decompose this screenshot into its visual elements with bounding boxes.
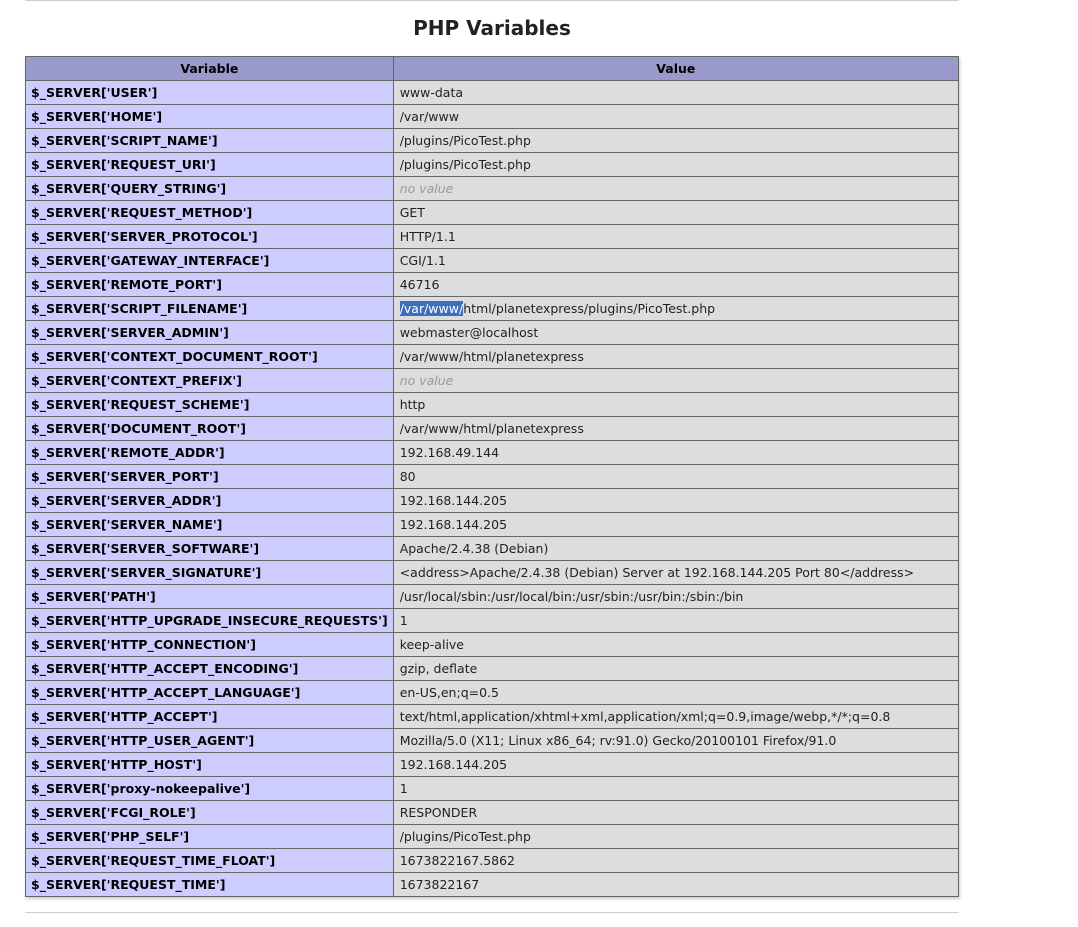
variable-name: $_SERVER['HTTP_USER_AGENT'] [26, 729, 394, 753]
table-row [26, 345, 959, 369]
variable-value: webmaster@localhost [393, 321, 958, 345]
variable-value: en-US,en;q=0.5 [393, 681, 958, 705]
no-value-text: no value [399, 181, 454, 196]
variable-name: $_SERVER['FCGI_ROLE'] [26, 801, 394, 825]
page-title: PHP Variables [413, 16, 571, 40]
top-divider [25, 0, 959, 1]
table-row [26, 177, 959, 201]
variable-value: /usr/local/sbin:/usr/local/bin:/usr/sbin:/usr/bin:/sbin:/bin [393, 585, 958, 609]
variable-name: $_SERVER['SERVER_ADDR'] [26, 489, 394, 513]
variable-name: $_SERVER['HTTP_ACCEPT'] [26, 705, 394, 729]
table-row [26, 849, 959, 873]
table-row [26, 657, 959, 681]
bottom-divider [25, 912, 959, 913]
variable-name: $_SERVER['HOME'] [26, 105, 394, 129]
variable-name: $_SERVER['SERVER_SIGNATURE'] [26, 561, 394, 585]
table-row [26, 321, 959, 345]
table-row [26, 873, 959, 897]
table-row [26, 81, 959, 105]
variable-name: $_SERVER['HTTP_UPGRADE_INSECURE_REQUESTS'] [26, 609, 394, 633]
variable-name: $_SERVER['GATEWAY_INTERFACE'] [26, 249, 394, 273]
variable-value: www-data [393, 81, 958, 105]
variable-value: 192.168.49.144 [393, 441, 958, 465]
table-row [26, 801, 959, 825]
variable-value: /var/www/html/planetexpress [393, 417, 958, 441]
table-row [26, 297, 959, 321]
variable-value: keep-alive [393, 633, 958, 657]
variable-column-header: Variable [26, 57, 394, 81]
variable-name: $_SERVER['CONTEXT_PREFIX'] [26, 369, 394, 393]
table-row [26, 489, 959, 513]
variable-name: $_SERVER['SERVER_PROTOCOL'] [26, 225, 394, 249]
variable-value: Apache/2.4.38 (Debian) [393, 537, 958, 561]
variable-value [393, 297, 958, 321]
variable-value: 80 [393, 465, 958, 489]
variable-value: http [393, 393, 958, 417]
table-row [26, 105, 959, 129]
table-row [26, 129, 959, 153]
table-row [26, 417, 959, 441]
table-row [26, 777, 959, 801]
variable-name: $_SERVER['REMOTE_PORT'] [26, 273, 394, 297]
variable-value: /plugins/PicoTest.php [393, 825, 958, 849]
variable-name: $_SERVER['SERVER_NAME'] [26, 513, 394, 537]
variable-value: CGI/1.1 [393, 249, 958, 273]
no-value-text: no value [399, 373, 454, 388]
variable-value [393, 369, 958, 393]
variable-name: $_SERVER['REQUEST_SCHEME'] [26, 393, 394, 417]
table-row [26, 561, 959, 585]
variable-name: $_SERVER['REQUEST_TIME_FLOAT'] [26, 849, 394, 873]
variable-name: $_SERVER['SCRIPT_NAME'] [26, 129, 394, 153]
table-row [26, 153, 959, 177]
variable-value: 192.168.144.205 [393, 489, 958, 513]
table-row [26, 825, 959, 849]
variable-name: $_SERVER['HTTP_ACCEPT_ENCODING'] [26, 657, 394, 681]
variable-value: GET [393, 201, 958, 225]
table-row [26, 705, 959, 729]
table-row [26, 201, 959, 225]
table-row [26, 729, 959, 753]
variable-value: 192.168.144.205 [393, 753, 958, 777]
variable-name: $_SERVER['SERVER_SOFTWARE'] [26, 537, 394, 561]
table-row [26, 681, 959, 705]
value-text: html/planetexpress/plugins/PicoTest.php [463, 301, 716, 316]
variable-value: 46716 [393, 273, 958, 297]
variable-name: $_SERVER['proxy-nokeepalive'] [26, 777, 394, 801]
table-row [26, 273, 959, 297]
variable-value: 1673822167.5862 [393, 849, 958, 873]
variable-name: $_SERVER['PATH'] [26, 585, 394, 609]
variable-name: $_SERVER['SERVER_PORT'] [26, 465, 394, 489]
variable-name: $_SERVER['DOCUMENT_ROOT'] [26, 417, 394, 441]
variable-name: $_SERVER['HTTP_CONNECTION'] [26, 633, 394, 657]
table-row [26, 753, 959, 777]
selected-text: /var/www/ [399, 301, 464, 316]
table-row [26, 369, 959, 393]
table-row [26, 513, 959, 537]
variable-name: $_SERVER['PHP_SELF'] [26, 825, 394, 849]
variable-value: Mozilla/5.0 (X11; Linux x86_64; rv:91.0) Gecko/20100101 Firefox/91.0 [393, 729, 958, 753]
table-row [26, 393, 959, 417]
variable-value: gzip, deflate [393, 657, 958, 681]
table-row [26, 441, 959, 465]
variable-value [393, 177, 958, 201]
variable-name: $_SERVER['SCRIPT_FILENAME'] [26, 297, 394, 321]
variable-name: $_SERVER['CONTEXT_DOCUMENT_ROOT'] [26, 345, 394, 369]
variable-value: 1 [393, 609, 958, 633]
variable-value: RESPONDER [393, 801, 958, 825]
table-row [26, 537, 959, 561]
value-column-header: Value [393, 57, 958, 81]
variable-name: $_SERVER['REQUEST_TIME'] [26, 873, 394, 897]
table-row [26, 633, 959, 657]
table-row [26, 609, 959, 633]
variable-value: 192.168.144.205 [393, 513, 958, 537]
variable-name: $_SERVER['HTTP_HOST'] [26, 753, 394, 777]
php-variables-table [25, 56, 959, 897]
variable-value: /plugins/PicoTest.php [393, 153, 958, 177]
variable-name: $_SERVER['REQUEST_URI'] [26, 153, 394, 177]
table-header-row [26, 57, 959, 81]
variable-value: 1 [393, 777, 958, 801]
variable-value: /var/www/html/planetexpress [393, 345, 958, 369]
variable-value: text/html,application/xhtml+xml,application/xml;q=0.9,image/webp,*/*;q=0.8 [393, 705, 958, 729]
variable-value: HTTP/1.1 [393, 225, 958, 249]
variable-name: $_SERVER['HTTP_ACCEPT_LANGUAGE'] [26, 681, 394, 705]
variable-value: /plugins/PicoTest.php [393, 129, 958, 153]
variable-name: $_SERVER['REMOTE_ADDR'] [26, 441, 394, 465]
variable-name: $_SERVER['SERVER_ADMIN'] [26, 321, 394, 345]
table-body [26, 81, 959, 897]
table-row [26, 465, 959, 489]
variable-name: $_SERVER['REQUEST_METHOD'] [26, 201, 394, 225]
variable-value: <address>Apache/2.4.38 (Debian) Server at 192.168.144.205 Port 80</address> [393, 561, 958, 585]
variable-name: $_SERVER['QUERY_STRING'] [26, 177, 394, 201]
variable-value: 1673822167 [393, 873, 958, 897]
variable-value: /var/www [393, 105, 958, 129]
variable-name: $_SERVER['USER'] [26, 81, 394, 105]
table-row [26, 585, 959, 609]
table-row [26, 249, 959, 273]
table-row [26, 225, 959, 249]
